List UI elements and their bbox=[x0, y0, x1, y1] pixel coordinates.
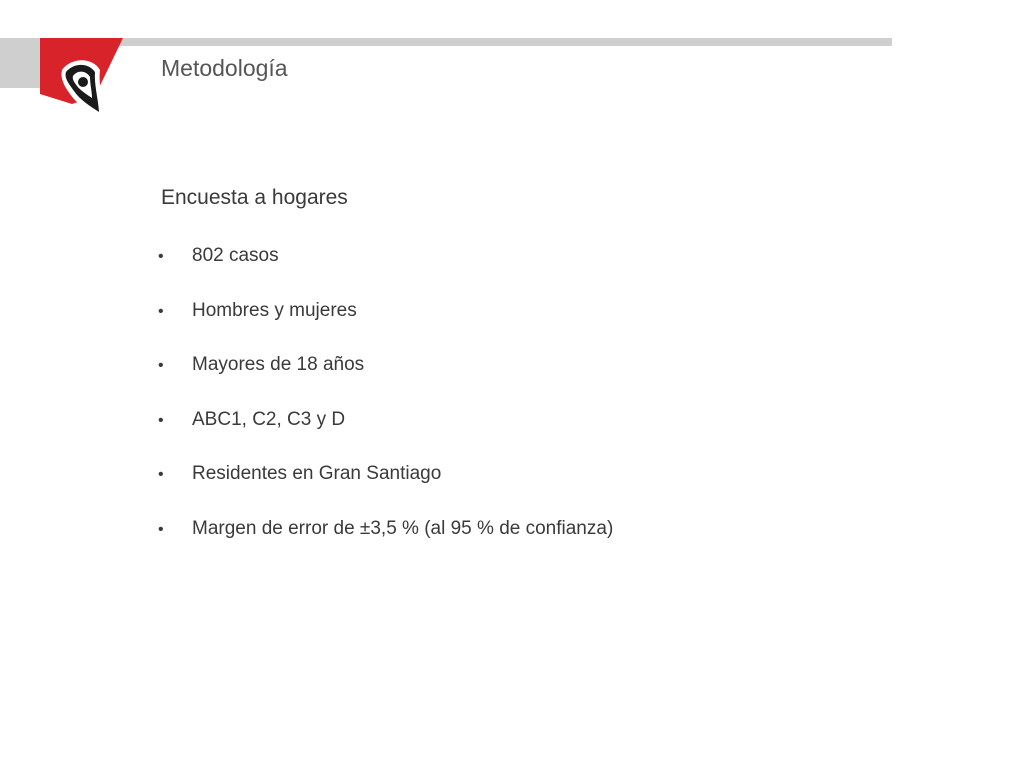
bullet-icon: • bbox=[158, 357, 164, 375]
bullet-item bbox=[158, 300, 613, 355]
bullet-icon: • bbox=[158, 248, 164, 265]
bullet-text: Mayores de 18 años bbox=[192, 354, 365, 376]
bullet-icon: • bbox=[158, 302, 164, 320]
bullet-item bbox=[158, 245, 613, 300]
eye-logo-icon bbox=[0, 36, 130, 126]
header-bar bbox=[0, 38, 892, 46]
bullet-item bbox=[158, 463, 613, 518]
section-heading: Encuesta a hogares bbox=[161, 186, 348, 209]
bullet-text: Margen de error de ±3,5 % (al 95 % de confianza) bbox=[192, 517, 614, 539]
bullet-item bbox=[158, 409, 613, 464]
bullet-text: 802 casos bbox=[192, 245, 279, 266]
bullet-item bbox=[158, 354, 613, 409]
bullet-icon: • bbox=[158, 466, 164, 484]
bullet-text: Residentes en Gran Santiago bbox=[192, 463, 442, 485]
bullet-icon: • bbox=[158, 411, 164, 429]
slide-title: Metodología bbox=[161, 55, 288, 81]
bullet-list bbox=[158, 245, 613, 573]
bullet-text: ABC1, C2, C3 y D bbox=[192, 408, 346, 430]
bullet-icon: • bbox=[158, 520, 164, 538]
bullet-text: Hombres y mujeres bbox=[192, 299, 357, 321]
bullet-item bbox=[158, 518, 613, 573]
